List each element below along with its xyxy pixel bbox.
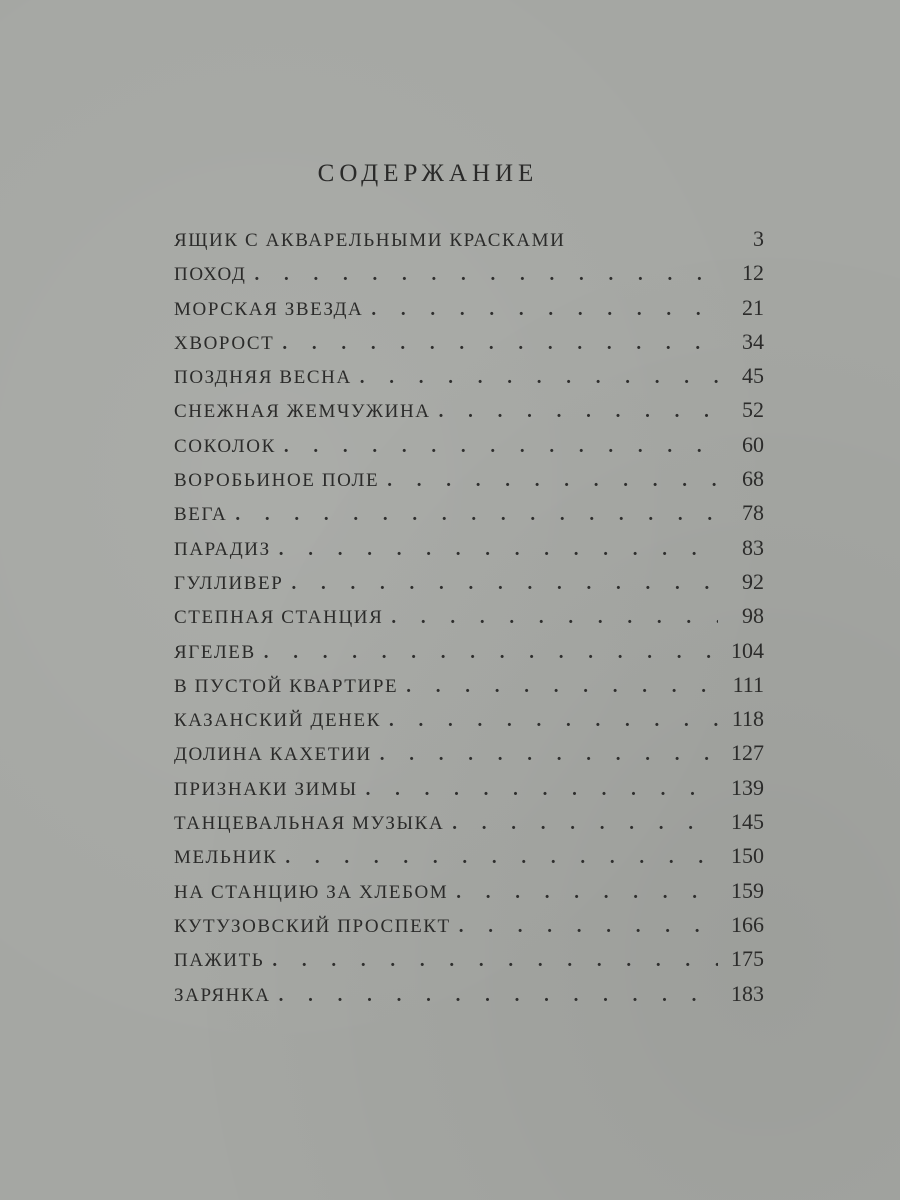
toc-entry-page-number: 145 (731, 809, 764, 835)
dot-leader (431, 395, 718, 429)
dot-leader (379, 464, 718, 498)
dot-leader (246, 258, 718, 292)
toc-entry-page-number: 166 (731, 911, 764, 937)
page-title: СОДЕРЖАНИЕ (317, 160, 539, 187)
toc-entry-page-number: 98 (742, 603, 764, 629)
toc-entry (174, 634, 764, 668)
dot-leader (381, 704, 718, 738)
toc-entry-page-number: 111 (732, 671, 764, 697)
toc-entry-title: КУТУЗОВСКИЙ ПРОСПЕКТ (174, 915, 451, 937)
toc-entry (174, 325, 764, 359)
toc-entry-page-number: 150 (731, 843, 764, 869)
toc-entry-title: МОРСКАЯ ЗВЕЗДА (174, 298, 364, 320)
toc-entry (174, 291, 764, 325)
toc-entry (174, 839, 764, 873)
dot-leader (358, 773, 718, 807)
dot-leader (271, 533, 718, 567)
dot-leader (448, 876, 718, 910)
toc-entry-title: ПОХОД (174, 264, 247, 286)
toc-entry-page-number: 34 (742, 328, 764, 354)
dot-leader (227, 498, 718, 532)
toc-entry-title: ПАЖИТЬ (174, 950, 265, 972)
toc-entry (174, 977, 764, 1011)
toc-entry-page-number: 45 (742, 363, 764, 389)
toc-entry (174, 428, 764, 462)
toc-entry-page-number: 3 (753, 226, 764, 251)
toc-entry-page-number: 78 (742, 500, 764, 526)
toc-entry-page-number: 68 (742, 466, 764, 492)
toc-entry (174, 942, 764, 976)
toc-entry-title: СТЕПНАЯ СТАНЦИЯ (174, 607, 384, 629)
dot-leader (444, 807, 718, 841)
toc-entry-title: ЯГЕЛЕВ (174, 641, 256, 663)
toc-entry-page-number: 118 (731, 706, 764, 732)
dot-leader (383, 601, 718, 635)
toc-entry (174, 462, 764, 496)
toc-entry-title: ХВОРОСТ (174, 332, 275, 354)
dot-leader (372, 738, 718, 772)
dot-leader (256, 636, 718, 670)
toc-entry-title: СОКОЛОК (174, 435, 276, 457)
toc-entry (174, 222, 764, 256)
toc-entry-title: ЗАРЯНКА (174, 984, 271, 1006)
toc-entry-page-number: 127 (731, 740, 764, 766)
dot-leader (398, 670, 718, 704)
dot-leader (363, 293, 718, 327)
toc-entry-title: КАЗАНСКИЙ ДЕНЕК (174, 710, 381, 732)
toc-entry-page-number: 104 (731, 637, 764, 663)
toc-entry (174, 599, 764, 633)
toc-entry-page-number: 183 (731, 980, 764, 1006)
toc-entry (174, 736, 764, 770)
toc-entry-title: ТАНЦЕВАЛЬНАЯ МУЗЫКА (174, 813, 445, 835)
toc-entry-page-number: 92 (742, 568, 764, 594)
dot-leader (283, 567, 718, 601)
table-of-contents (174, 222, 764, 1011)
toc-entry-title: ПАРАДИЗ (174, 538, 271, 560)
toc-entry (174, 256, 764, 290)
toc-entry-page-number: 60 (742, 431, 764, 457)
toc-entry (174, 359, 764, 393)
toc-entry-title: ВОРОБЬИНОЕ ПОЛЕ (174, 470, 380, 492)
toc-entry-title: В ПУСТОЙ КВАРТИРЕ (174, 675, 399, 697)
toc-entry (174, 702, 764, 736)
toc-entry (174, 496, 764, 530)
toc-entry-title: МЕЛЬНИК (174, 847, 278, 869)
toc-entry-title: ПРИЗНАКИ ЗИМЫ (174, 778, 358, 800)
toc-entry (174, 565, 764, 599)
dot-leader (451, 910, 718, 944)
toc-entry-page-number: 175 (731, 946, 764, 972)
toc-entry (174, 805, 764, 839)
toc-entry-page-number: 21 (742, 294, 764, 320)
toc-entry (174, 393, 764, 427)
toc-entry-title: ДОЛИНА КАХЕТИИ (174, 744, 372, 766)
toc-entry-title: ПОЗДНЯЯ ВЕСНА (174, 367, 352, 389)
dot-leader (352, 361, 718, 395)
toc-entry-title: СНЕЖНАЯ ЖЕМЧУЖИНА (174, 401, 431, 423)
dot-leader (271, 979, 718, 1013)
toc-entry-page-number: 83 (742, 534, 764, 560)
toc-entry-page-number: 159 (731, 877, 764, 903)
toc-entry (174, 668, 764, 702)
toc-entry-title: ЯЩИК С АКВАРЕЛЬНЫМИ КРАСКАМИ (174, 230, 566, 251)
toc-entry (174, 531, 764, 565)
toc-entry (174, 908, 764, 942)
toc-entry-title: ВЕГА (174, 504, 228, 526)
dot-leader (274, 327, 718, 361)
dot-leader (264, 944, 718, 978)
dot-leader (277, 841, 718, 875)
toc-entry-title: НА СТАНЦИЮ ЗА ХЛЕБОМ (174, 881, 449, 903)
toc-entry-page-number: 52 (742, 397, 764, 423)
toc-entry-page-number: 12 (742, 260, 764, 286)
toc-entry (174, 874, 764, 908)
toc-entry-title: ГУЛЛИВЕР (174, 572, 284, 594)
dot-leader (276, 430, 718, 464)
toc-entry-page-number: 139 (731, 774, 764, 800)
toc-entry (174, 771, 764, 805)
